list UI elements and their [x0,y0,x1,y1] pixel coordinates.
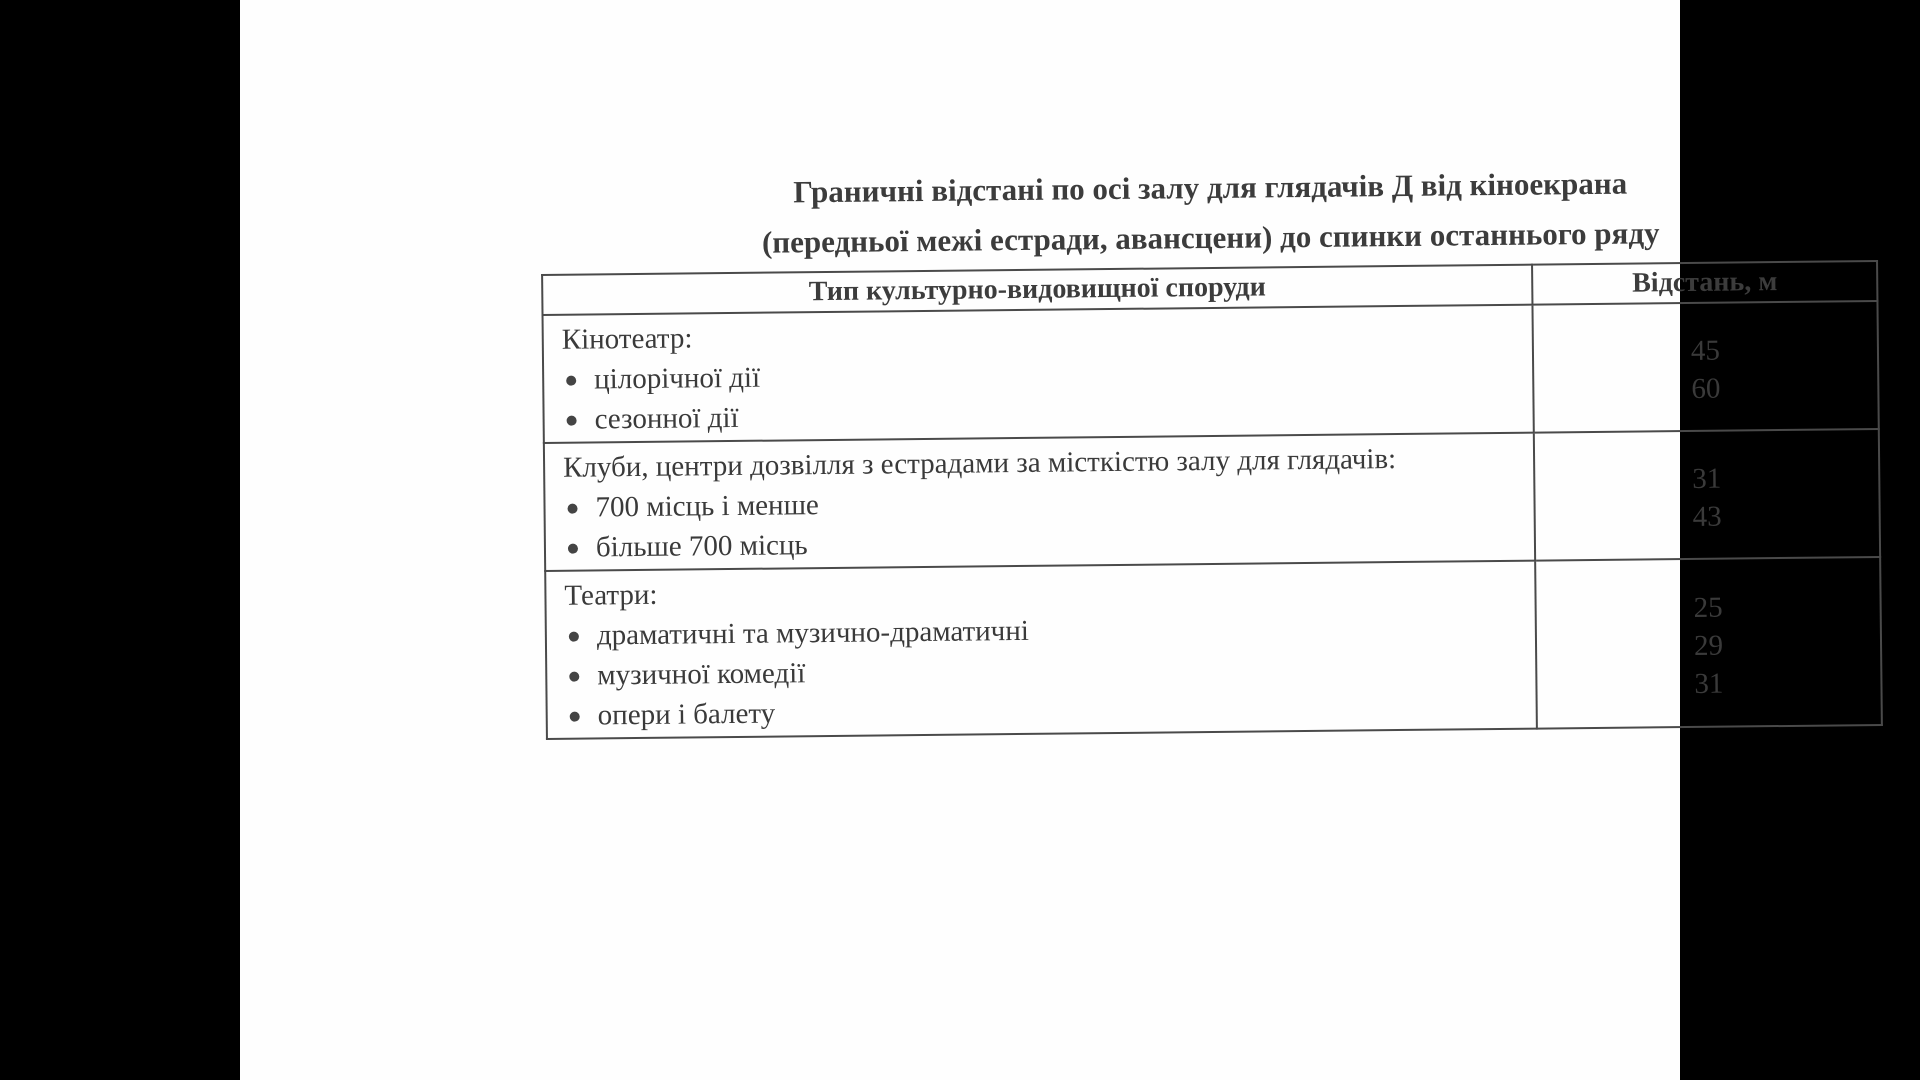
bullet-icon [569,632,579,642]
bullet-icon [567,504,577,514]
bullet-list [563,478,1516,568]
bullet-icon [568,544,578,554]
type-cell-theatres [545,561,1537,739]
distance-value: 60 [1691,372,1721,405]
distance-cell-clubs [1534,429,1880,561]
table-row [544,429,1880,571]
item-text: сезонної дії [594,401,739,436]
distance-cell-cinema [1532,301,1878,433]
document-content [540,156,1886,740]
list-item [562,390,1514,440]
group-label: Театри: [564,578,658,612]
item-text: більше 700 місць [595,529,808,564]
distance-cell-theatres [1535,557,1882,729]
bullet-icon [567,416,577,426]
title-line-1: Граничні відстані по осі залу для глядачів Д від кіноекрана [793,165,1628,210]
distance-value: 29 [1693,629,1724,662]
group-label: Клуби, центри дозвілля з естрадами за місткістю залу для глядачів: [562,443,1397,484]
bullet-icon [566,376,576,386]
type-cell-clubs [544,433,1535,571]
bullet-icon [569,672,579,682]
document-page [240,0,1778,1080]
distance-value: 31 [1694,667,1724,700]
type-cell-cinema [543,305,1534,443]
item-text: драматичні та музично-драматичні [596,614,1030,652]
item-text: 700 місць і менше [595,489,819,524]
item-text: опери і балету [597,697,776,732]
title-line-2: (передньої межі естради, авансцени) до спинки останнього ряду [761,215,1660,260]
table-title [540,156,1881,270]
header-type: Тип культурно-видовищної споруди [542,265,1532,315]
table-row [543,301,1879,443]
group-label: Кінотеатр: [561,322,693,356]
distance-value: 25 [1693,591,1723,624]
item-text: цілорічної дії [594,361,761,396]
bullet-icon [570,712,580,722]
distance-value: 45 [1690,334,1721,367]
bullet-list [562,350,1515,440]
distance-value: 43 [1692,500,1722,533]
list-item [566,686,1518,736]
bullet-list [565,606,1518,736]
item-text: музичної комедії [597,657,806,692]
header-distance: Відстань, м [1532,261,1877,305]
table-row [545,557,1882,739]
list-item [564,518,1516,568]
distance-value: 31 [1692,462,1722,495]
distance-table [541,260,1883,740]
